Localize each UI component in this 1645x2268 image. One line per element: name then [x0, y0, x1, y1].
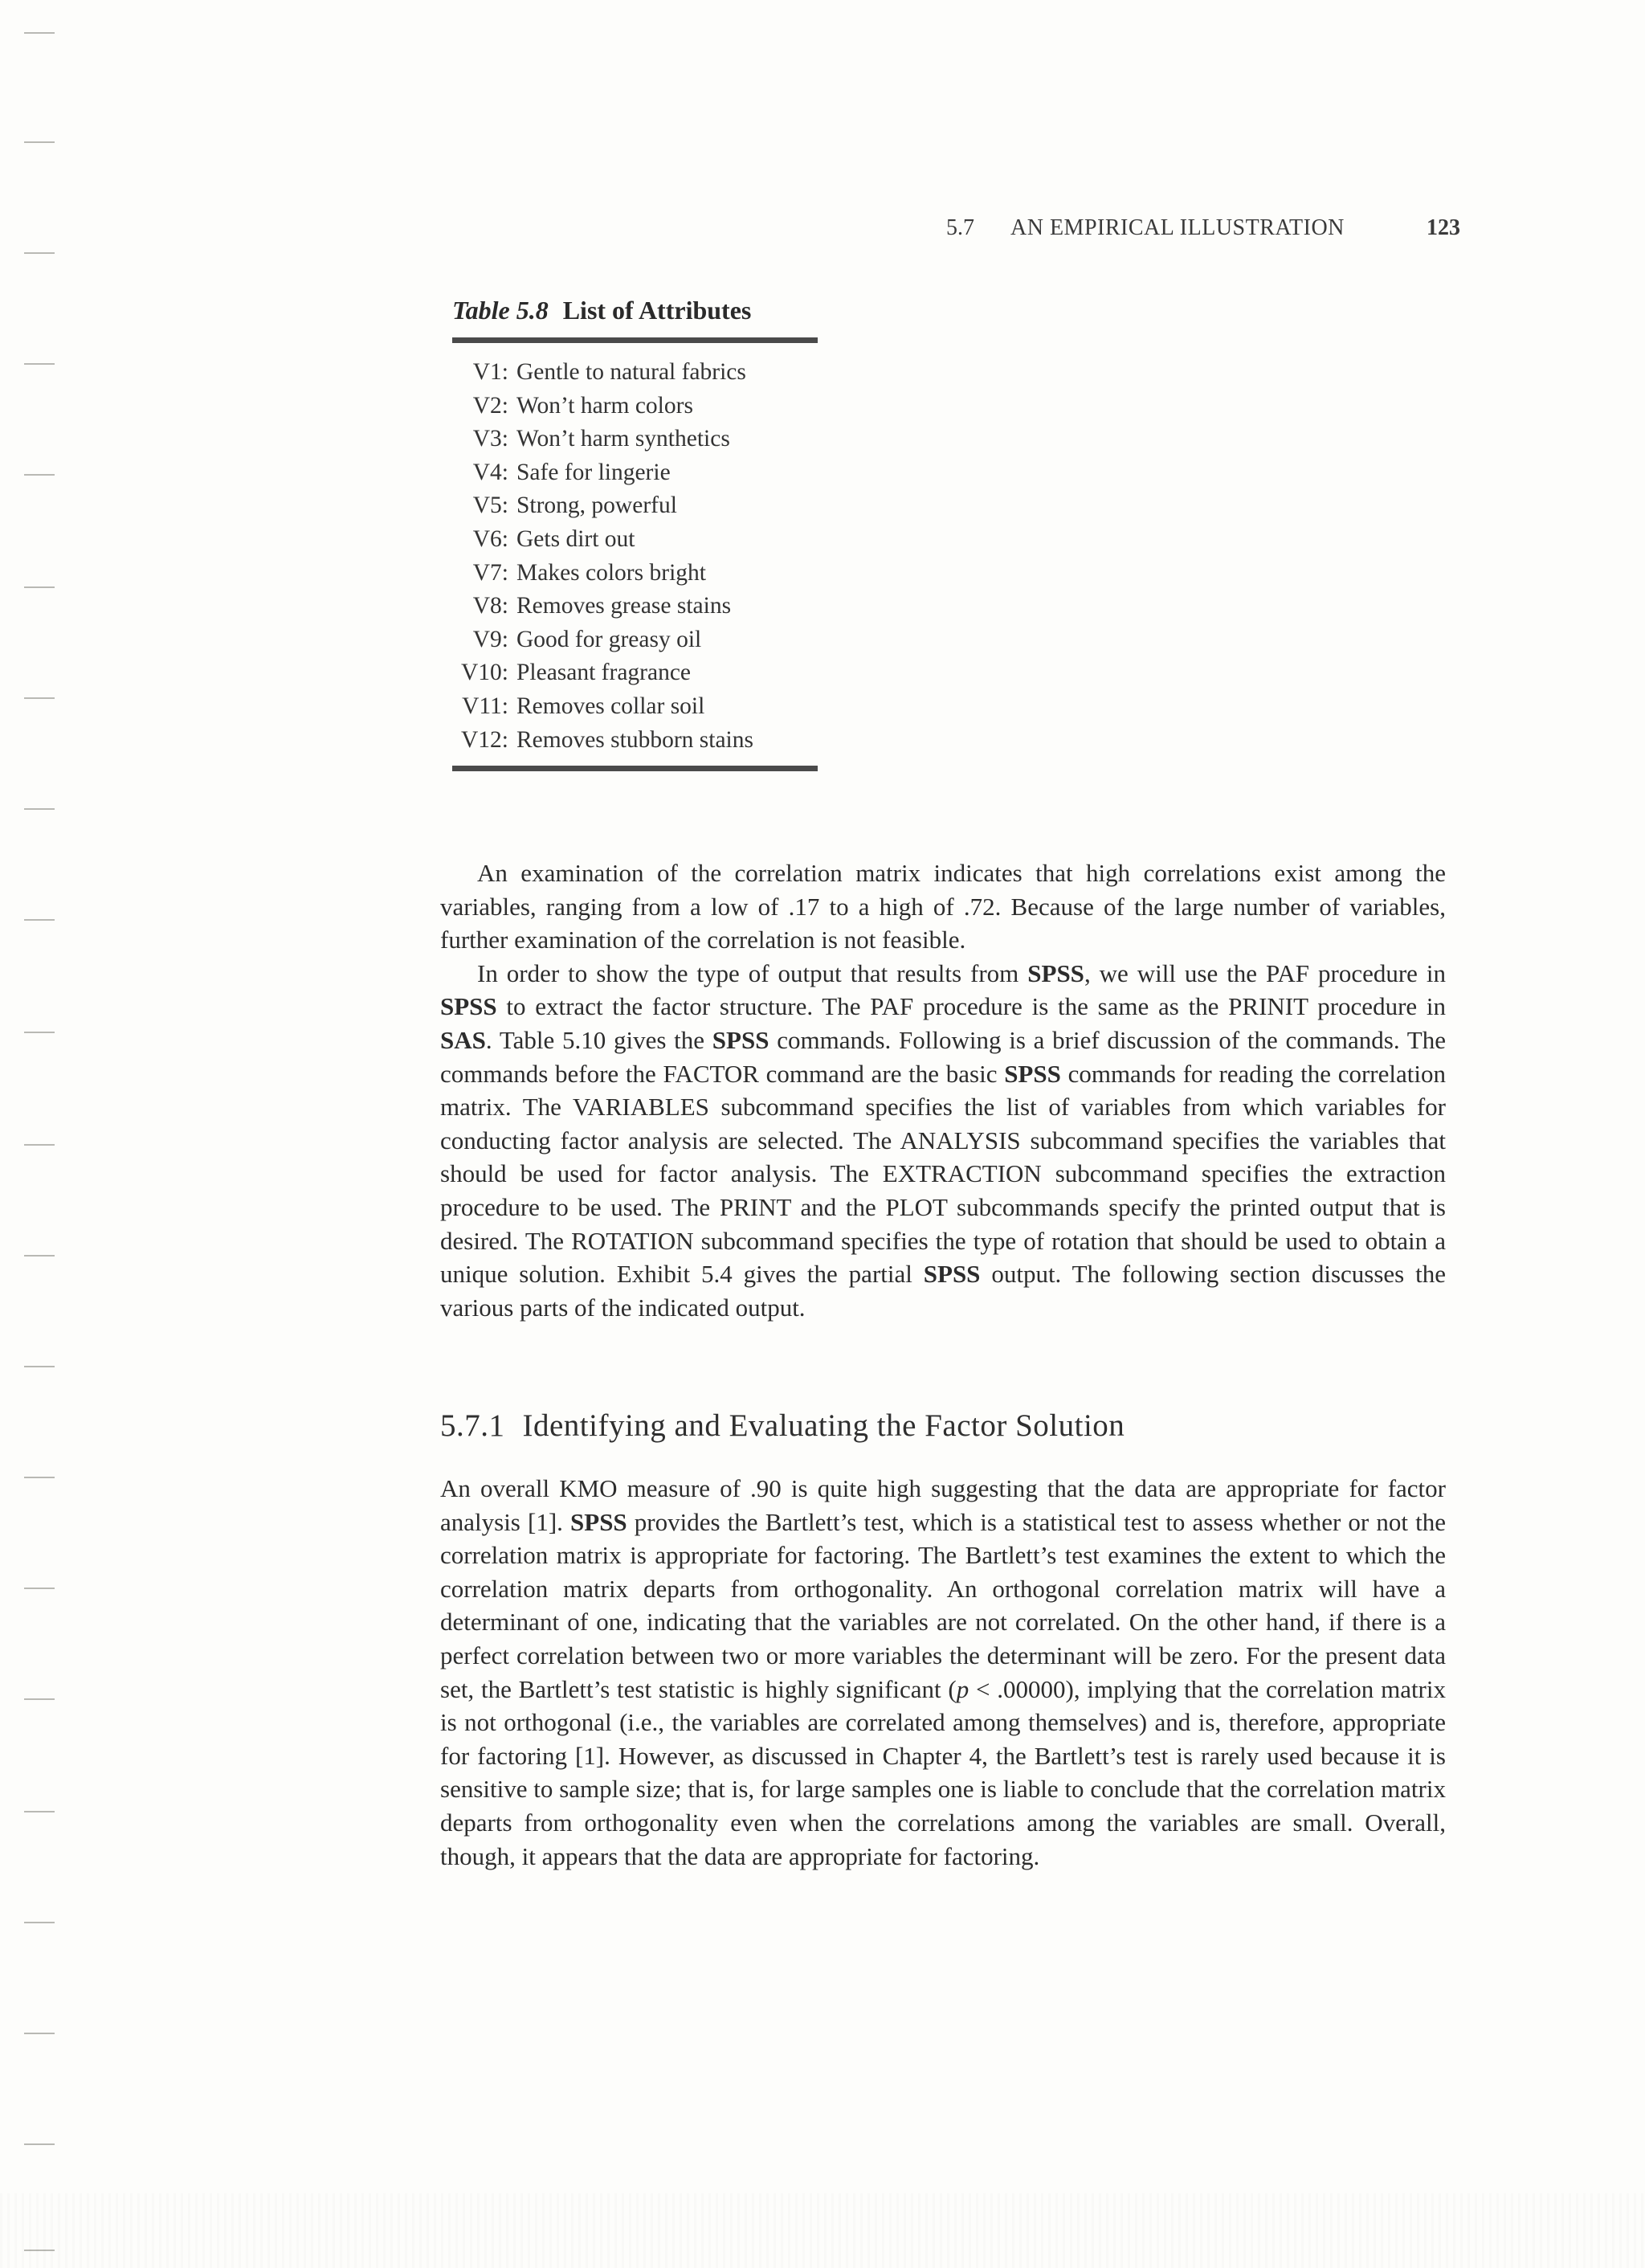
bold-run: SAS [440, 1025, 486, 1054]
body-paragraphs-intro [440, 856, 1446, 1324]
text-run: In order to show the type of output that results from [477, 958, 1028, 987]
table-row [446, 557, 823, 590]
attribute-text: Gets dirt out [516, 525, 635, 552]
italic-run: p [956, 1674, 969, 1703]
attribute-table [446, 356, 823, 757]
attribute-code: V7: [472, 559, 508, 586]
bold-run: SPSS [570, 1507, 627, 1536]
table-row [446, 690, 823, 724]
text-run: < .00000), implying that the correlation matrix is not orthogonal (i.e., the variables are correlated among themselves) and is, therefore, appropriate for factoring [1]. However, as discussed in Chapter 4, the Bartlett’s test is rarely used because it is sensitive to sample size; that is, for large samples one is liable to conclude that the correlation matrix departs from orthogonality even when the correlations among the variables are small. Overall, though, it appears that the data are appropriate for factoring. [440, 1674, 1446, 1870]
paragraph-spss-commands [440, 957, 1446, 1325]
bold-run: SPSS [923, 1260, 981, 1289]
bold-run: SPSS [440, 992, 497, 1021]
paragraph-correlation-examination: An examination of the correlation matrix indicates that high correlations exist among the variables, ranging from a low of .17 to a high of .72. Because of the large number of variables, further examination of the correlation is not feasible. [440, 859, 1446, 954]
table-caption [452, 296, 751, 325]
attribute-text: Pleasant fragrance [516, 660, 692, 686]
scan-noise [0, 2193, 1645, 2268]
attribute-code: V1: [472, 359, 508, 385]
table-bottom-rule [452, 766, 818, 771]
text-run: provides the Bartlett’s test, which is a statistical test to assess whether or not the correlation matrix is appropriate for factoring. The Bartlett’s test examines the extent to which the correlation matrix departs from orthogonality. An orthogonal correlation matrix will have a determinant of one, indicating that the variables are not correlated. On the other hand, if there is a perfect correlation between two or more variables the determinant will be zero. For the present data set, the Bartlett’s test statistic is highly significant ( [440, 1507, 1446, 1703]
attribute-text: Removes grease stains [516, 593, 732, 619]
text-run: commands. Following is a brief discussion of the commands. The commands before the FACTOR command are the basic [440, 1025, 1446, 1088]
table-row [446, 356, 823, 390]
table-row [446, 590, 823, 623]
page-number: 123 [1427, 215, 1460, 240]
paragraph-kmo-bartlett [440, 1472, 1446, 1873]
binder-margin-marks [24, 0, 56, 2268]
table-row [446, 423, 823, 456]
attribute-code: V12: [461, 726, 508, 753]
attribute-code: V3: [472, 426, 508, 452]
attribute-code: V2: [472, 392, 508, 419]
attribute-text: Makes colors bright [516, 559, 706, 586]
attribute-text: Removes stubborn stains [516, 726, 753, 753]
bold-run: SPSS [1004, 1059, 1061, 1088]
text-run: . Table 5.10 gives the [485, 1025, 712, 1054]
section-number: 5.7.1 [440, 1408, 505, 1443]
table-top-rule [452, 337, 818, 343]
text-run: An overall KMO measure of .90 is quite high suggesting that the data are appropriate for factor analysis [1]. [440, 1474, 1446, 1536]
attribute-code: V5: [472, 492, 508, 519]
attribute-code: V8: [472, 593, 508, 619]
bold-run: SPSS [1027, 958, 1084, 987]
table-row [446, 523, 823, 557]
header-section-number: 5.7 [946, 215, 974, 240]
section-heading [440, 1408, 1125, 1444]
attribute-code: V10: [461, 660, 508, 686]
attribute-code: V4: [472, 459, 508, 485]
attribute-text: Won’t harm synthetics [516, 426, 730, 452]
table-label: Table 5.8 [452, 296, 549, 325]
table-row [446, 656, 823, 690]
attribute-text: Removes collar soil [516, 693, 705, 719]
attribute-code: V9: [472, 626, 508, 652]
body-paragraphs-section [440, 1472, 1446, 1873]
table-row [446, 724, 823, 758]
table-row [446, 390, 823, 423]
attribute-text: Won’t harm colors [516, 392, 693, 419]
text-run: to extract the factor structure. The PAF procedure is the same as the PRINIT procedure in [496, 992, 1446, 1021]
attribute-code: V11: [462, 693, 508, 719]
attribute-text: Good for greasy oil [516, 626, 702, 652]
attribute-text: Gentle to natural fabrics [516, 359, 746, 385]
section-title: Identifying and Evaluating the Factor Solution [522, 1408, 1125, 1443]
attribute-text: Safe for lingerie [516, 459, 671, 485]
text-run: commands for reading the correlation matrix. The VARIABLES subcommand specifies the list of variables from which variables for conducting factor analysis are selected. The ANALYSIS subcommand specifies the variables that should be used for factor analysis. The EXTRACTION subcommand specifies the extraction procedure to be used. The PRINT and the PLOT subcommands specify the printed output that is desired. The ROTATION subcommand specifies the type of rotation that should be used to obtain a unique solution. Exhibit 5.4 gives the partial [440, 1059, 1446, 1289]
table-row [446, 456, 823, 490]
table-row [446, 489, 823, 523]
table-row [446, 623, 823, 657]
running-header [946, 215, 1460, 247]
header-section-title: AN EMPIRICAL ILLUSTRATION [1010, 215, 1345, 240]
attribute-code: V6: [472, 525, 508, 552]
bold-run: SPSS [712, 1025, 769, 1054]
table-title: List of Attributes [562, 296, 752, 325]
attribute-text: Strong, powerful [516, 492, 677, 519]
text-run: output. The following section discusses the various parts of the indicated output. [440, 1260, 1446, 1322]
text-run: , we will use the PAF procedure in [1084, 958, 1446, 987]
